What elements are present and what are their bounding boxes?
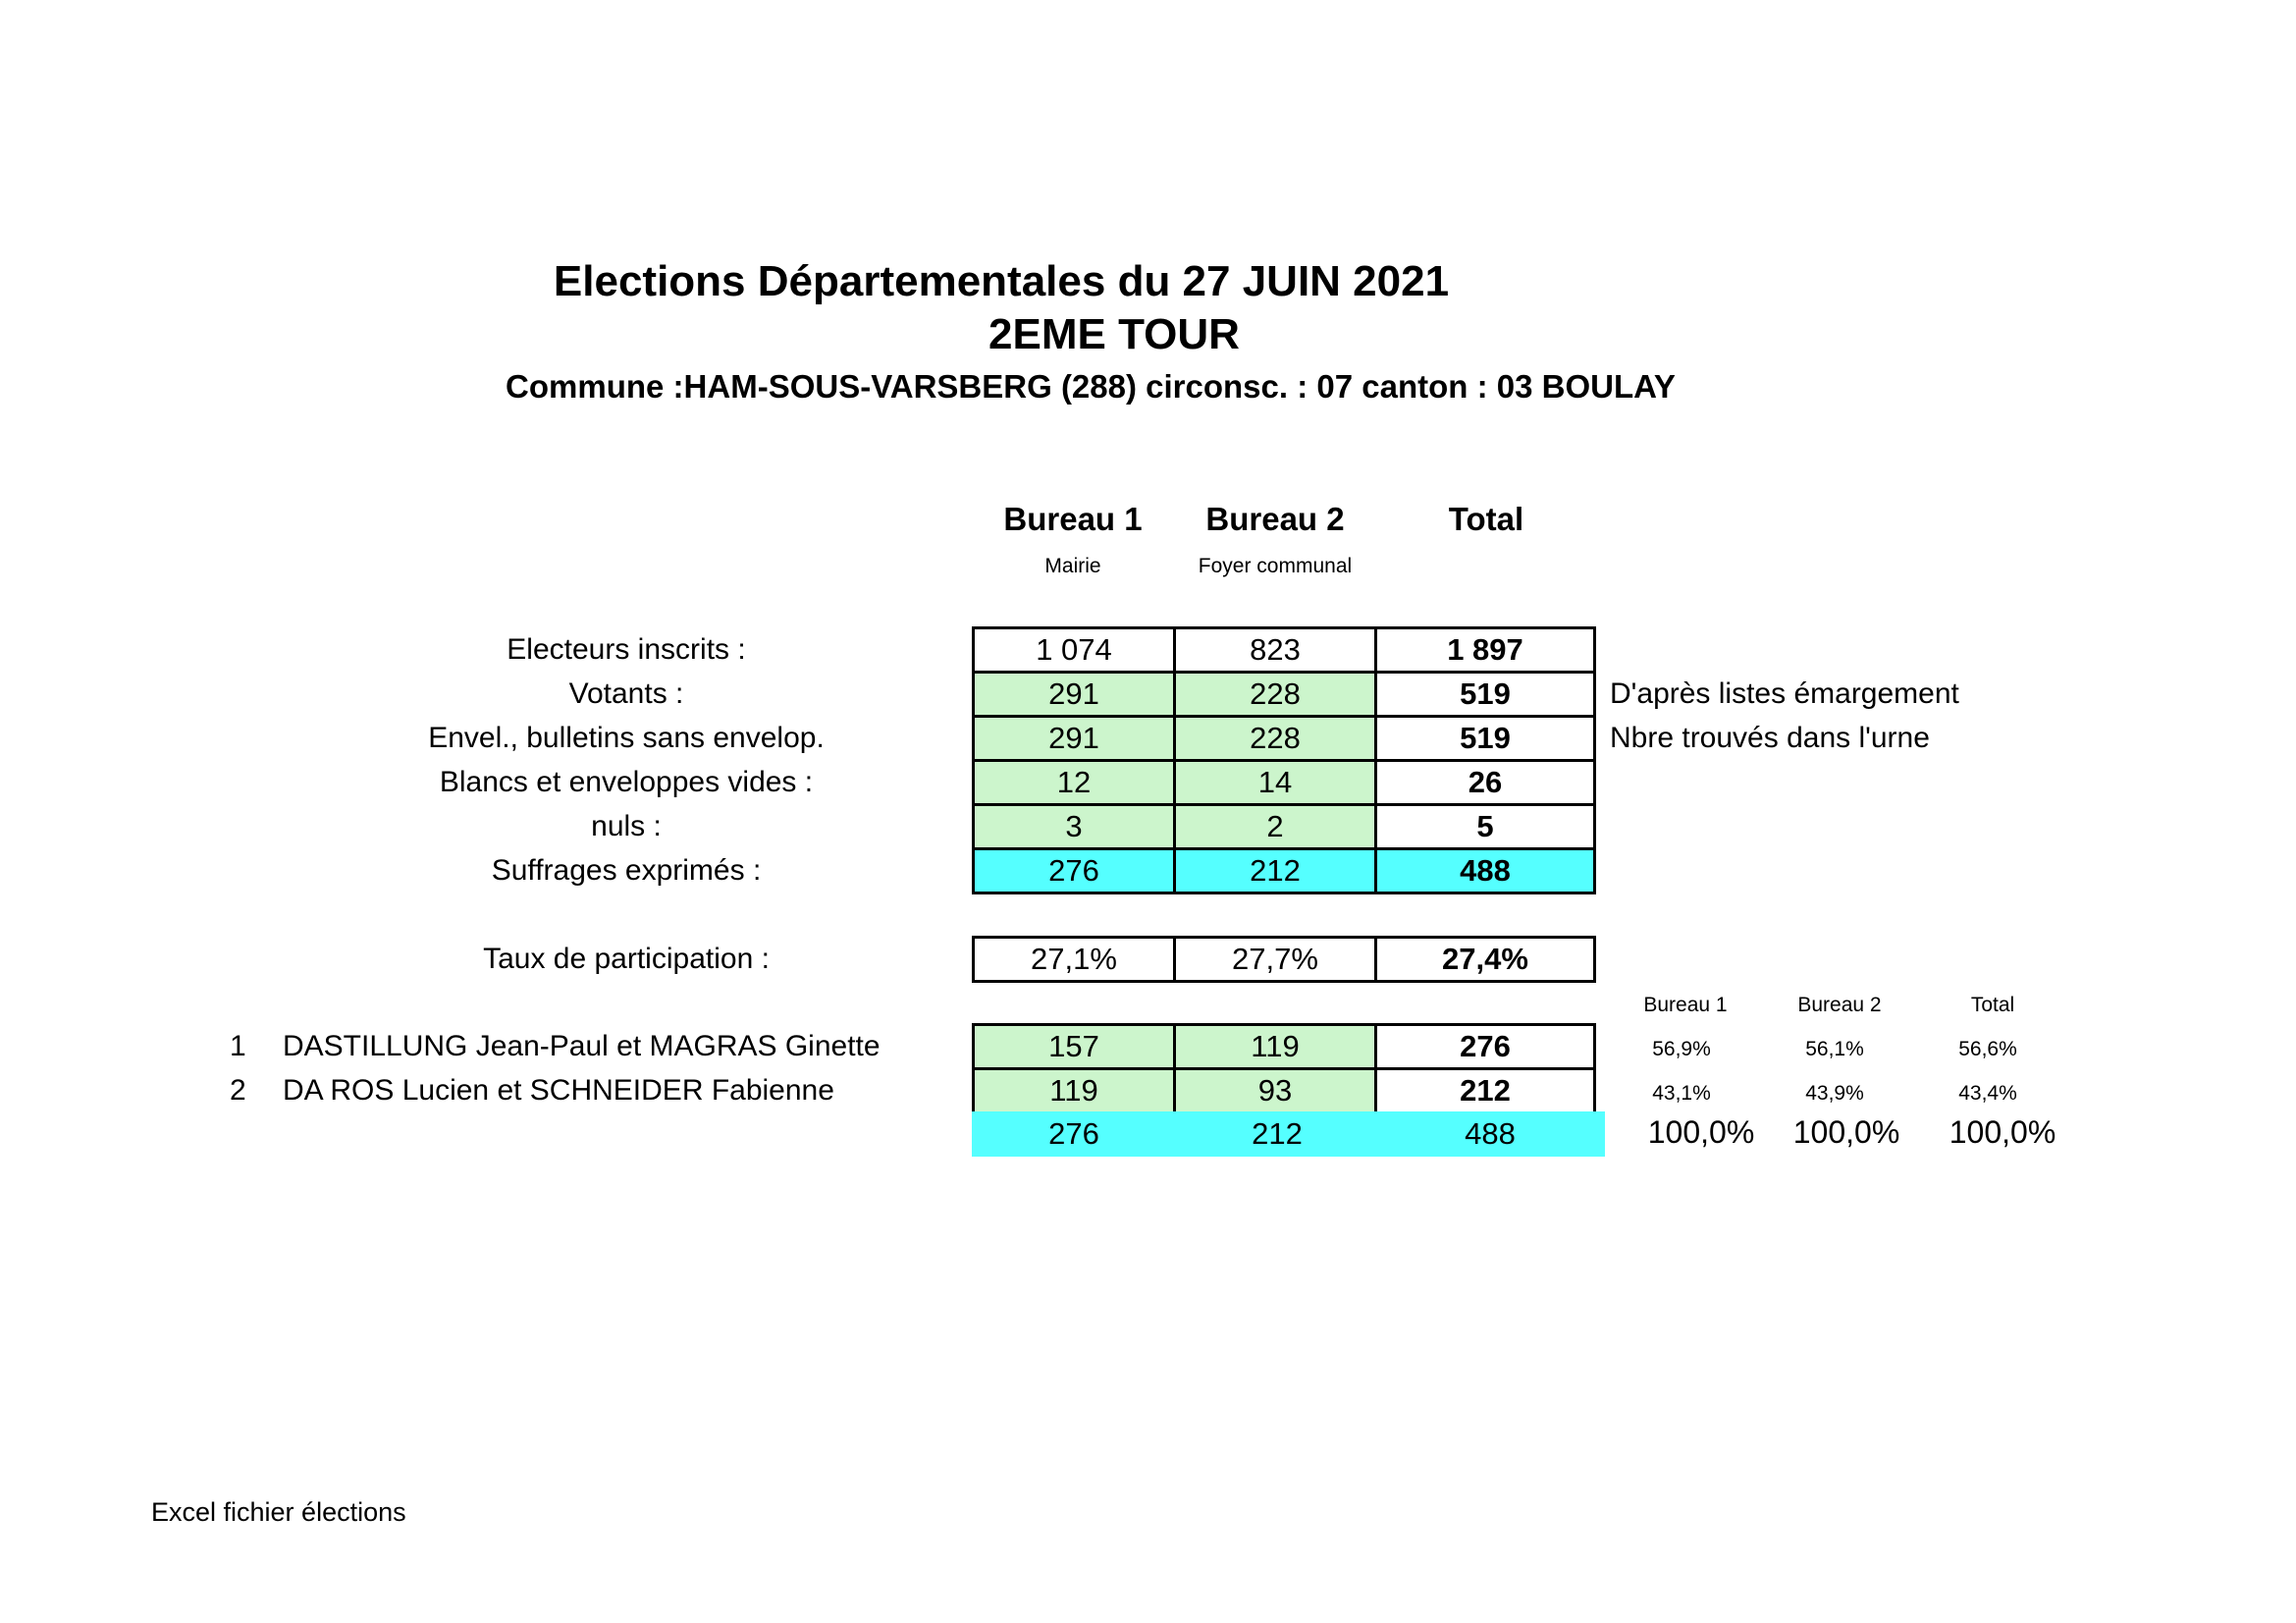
- label-blancs: Blancs et enveloppes vides :: [439, 766, 814, 798]
- table-row: [974, 628, 1595, 673]
- column-subheader-bureau1: Mairie: [1044, 555, 1101, 577]
- cell-candidate1-b2: 119: [1175, 1025, 1376, 1069]
- table-row: [974, 1069, 1595, 1113]
- page-title: Elections Départementales du 27 JUIN 2021: [553, 257, 1450, 305]
- candidate-name: DA ROS Lucien et SCHNEIDER Fabienne: [283, 1074, 834, 1107]
- pct-candidate1-b1: 56,9%: [1652, 1038, 1711, 1060]
- cell-enveloppes-b2: 228: [1175, 717, 1376, 761]
- label-suffrages-exprimes: Suffrages exprimés :: [491, 854, 762, 887]
- candidate-number: 2: [230, 1074, 246, 1107]
- label-participation: Taux de participation :: [483, 943, 770, 975]
- stats-table: [972, 626, 1596, 894]
- cell-nuls-b1: 3: [974, 805, 1175, 849]
- pct-header-bureau1: Bureau 1: [1643, 994, 1728, 1016]
- pct-candidate1-total: 56,6%: [1958, 1038, 2017, 1060]
- label-nuls: nuls :: [591, 810, 662, 842]
- table-row: [974, 1025, 1595, 1069]
- pct-sum-total: 100,0%: [1949, 1114, 2056, 1150]
- column-subheader-bureau2: Foyer communal: [1198, 555, 1353, 577]
- pct-header-bureau2: Bureau 2: [1797, 994, 1882, 1016]
- column-header-total: Total: [1448, 501, 1524, 537]
- cell-inscrits-b1: 1 074: [974, 628, 1175, 673]
- cell-sum-total: 488: [1465, 1116, 1516, 1151]
- cell-inscrits-total: 1 897: [1376, 628, 1595, 673]
- cell-candidate2-total: 212: [1376, 1069, 1595, 1113]
- table-row: [974, 805, 1595, 849]
- pct-candidate2-b2: 43,9%: [1805, 1082, 1864, 1105]
- label-electeurs-inscrits: Electeurs inscrits :: [507, 633, 746, 666]
- candidates-table: [972, 1023, 1596, 1114]
- table-row: [974, 673, 1595, 717]
- cell-exprimes-total: 488: [1376, 849, 1595, 893]
- cell-enveloppes-total: 519: [1376, 717, 1595, 761]
- cell-exprimes-b1: 276: [974, 849, 1175, 893]
- label-enveloppes: Envel., bulletins sans envelop.: [428, 722, 825, 754]
- cell-exprimes-b2: 212: [1175, 849, 1376, 893]
- candidate-totals-row: [972, 1111, 1605, 1157]
- cell-participation-b1: 27,1%: [974, 938, 1175, 982]
- candidate-number: 1: [230, 1030, 246, 1062]
- table-row: [974, 761, 1595, 805]
- cell-votants-b2: 228: [1175, 673, 1376, 717]
- cell-candidate2-b2: 93: [1175, 1069, 1376, 1113]
- cell-participation-b2: 27,7%: [1175, 938, 1376, 982]
- round-title: 2EME TOUR: [988, 310, 1240, 358]
- cell-candidate2-b1: 119: [974, 1069, 1175, 1113]
- candidate-name: DASTILLUNG Jean-Paul et MAGRAS Ginette: [283, 1030, 881, 1062]
- pct-header-total: Total: [1970, 994, 2015, 1016]
- participation-table: [972, 936, 1596, 983]
- cell-nuls-b2: 2: [1175, 805, 1376, 849]
- cell-candidate1-b1: 157: [974, 1025, 1175, 1069]
- cell-candidate1-total: 276: [1376, 1025, 1595, 1069]
- pct-sum-b2: 100,0%: [1792, 1114, 1900, 1150]
- cell-inscrits-b2: 823: [1175, 628, 1376, 673]
- cell-nuls-total: 5: [1376, 805, 1595, 849]
- cell-sum-b1: 276: [1048, 1116, 1099, 1151]
- cell-participation-total: 27,4%: [1376, 938, 1595, 982]
- column-header-bureau2: Bureau 2: [1205, 501, 1345, 537]
- column-header-bureau1: Bureau 1: [1003, 501, 1143, 537]
- cell-sum-b2: 212: [1252, 1116, 1303, 1151]
- cell-blancs-b1: 12: [974, 761, 1175, 805]
- pct-candidate1-b2: 56,1%: [1805, 1038, 1864, 1060]
- cell-enveloppes-b1: 291: [974, 717, 1175, 761]
- table-row: [974, 938, 1595, 982]
- cell-blancs-total: 26: [1376, 761, 1595, 805]
- cell-blancs-b2: 14: [1175, 761, 1376, 805]
- table-row: [974, 849, 1595, 893]
- pct-candidate2-b1: 43,1%: [1652, 1082, 1711, 1105]
- pct-candidate2-total: 43,4%: [1958, 1082, 2017, 1105]
- label-votants: Votants :: [568, 677, 684, 710]
- footer-text: Excel fichier élections: [151, 1497, 406, 1527]
- commune-subtitle: Commune :HAM-SOUS-VARSBERG (288) circonsc. : 07 canton : 03 BOULAY: [506, 368, 1676, 405]
- pct-sum-b1: 100,0%: [1647, 1114, 1755, 1150]
- cell-votants-total: 519: [1376, 673, 1595, 717]
- table-row: [974, 717, 1595, 761]
- note-enveloppes: Nbre trouvés dans l'urne: [1610, 722, 1930, 754]
- note-votants: D'après listes émargement: [1610, 677, 1959, 710]
- cell-votants-b1: 291: [974, 673, 1175, 717]
